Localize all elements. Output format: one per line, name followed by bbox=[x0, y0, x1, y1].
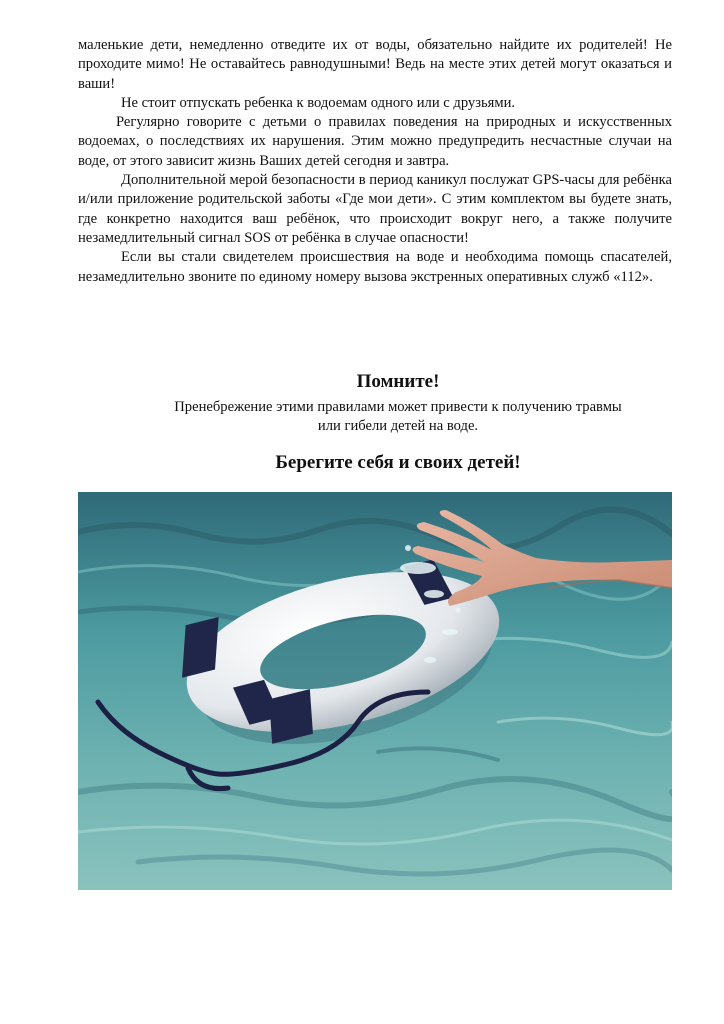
lifebuoy-illustration bbox=[78, 492, 672, 890]
paragraph-5: Если вы стали свидетелем происшествия на воде и необходима помощь спасателей, незамедлительно звоните по единому номеру вызова экстренных оперативных служб «112». bbox=[78, 249, 672, 285]
lifebuoy-photo bbox=[78, 492, 672, 890]
paragraph-4: Дополнительной мерой безопасности в период каникул послужат GPS-часы для ребёнка и/или приложение родительской заботы «Где мои дети». С этим комплектом вы будете знать, где конкретно находится ваш ребёнок, что происходит вокруг него, а также получите незамедлительный сигнал SOS от ребёнка в случае опасности! bbox=[78, 172, 672, 246]
body-text bbox=[78, 36, 672, 287]
paragraph-1: маленькие дети, немедленно отведите их от воды, обязательно найдите их родителей! Не проходите мимо! Не оставайтесь равнодушными! Ведь на месте этих детей могут оказаться и ваши! bbox=[78, 37, 672, 92]
remember-heading: Помните! bbox=[356, 371, 440, 392]
remember-line-1: Пренебрежение этими правилами может привести к получению травмы bbox=[174, 399, 622, 415]
paragraph-3: Регулярно говорите с детьми о правилах поведения на природных и искусственных водоемах, о последствиях их нарушения. Этим можно предупредить несчастные случаи на воде, от этого зависит жизнь Ваших детей сегодня и завтра. bbox=[78, 114, 672, 169]
remember-line-2: или гибели детей на воде. bbox=[317, 418, 479, 434]
remember-text bbox=[78, 398, 718, 436]
closing-heading: Берегите себя и своих детей! bbox=[275, 452, 521, 473]
paragraph-2: Не стоит отпускать ребенка к водоемам одного или с друзьями. bbox=[121, 94, 516, 111]
